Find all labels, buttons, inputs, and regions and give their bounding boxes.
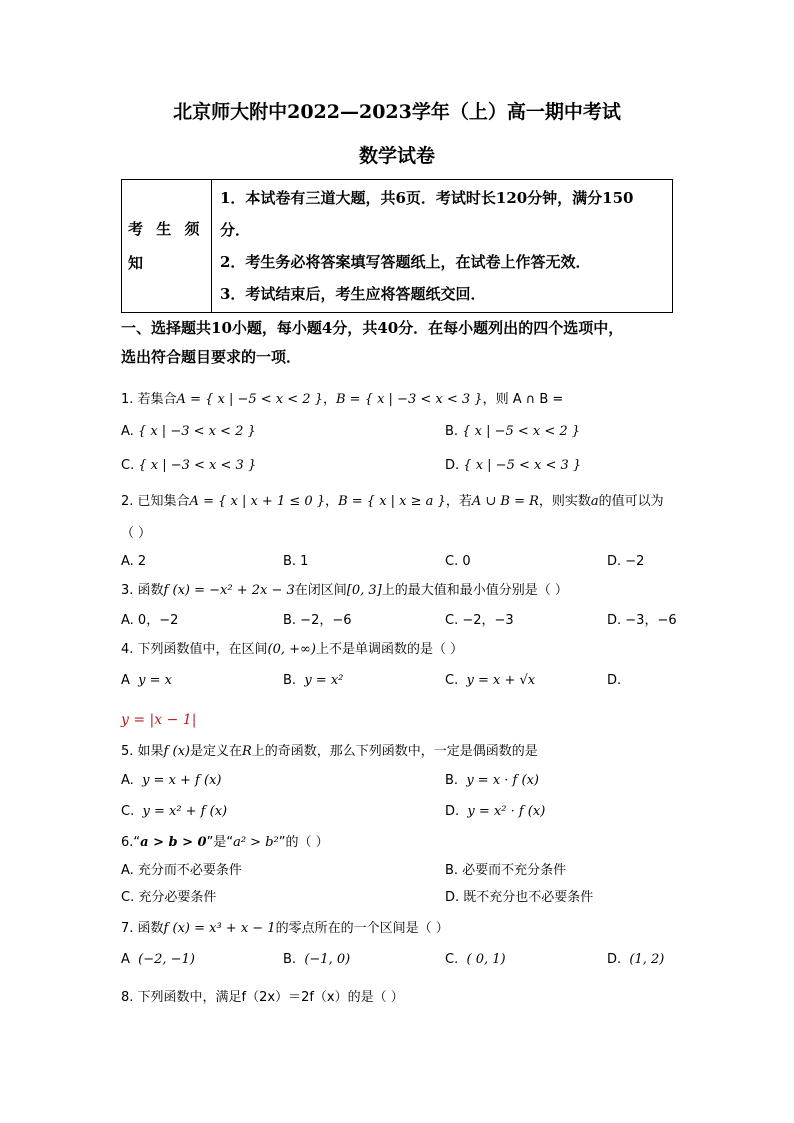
question-1-option-b: B. { x | −5 < x < 2 } (445, 424, 581, 439)
question-5-option-a: A. y = x + f (x) (121, 773, 222, 788)
question-3-option-c: C. −2，−3 (445, 613, 514, 628)
notice-body (212, 180, 673, 313)
question-2-option-a: A. 2 (121, 554, 147, 569)
question-1-option-d: D. { x | −5 < x < 3 } (445, 458, 582, 473)
question-7-option-d: D. (1, 2) (607, 952, 665, 967)
section-heading-line: 选出符合题目要求的一项． (121, 348, 302, 366)
question-4-option-d: D. (607, 673, 622, 688)
question-4-option-a: A y = x (121, 673, 173, 688)
question-6-option-a: A. 充分而不必要条件 (121, 863, 242, 878)
question-4-option-c: C. y = x + √x (445, 673, 536, 688)
question-5-option-d: D. y = x² · f (x) (445, 804, 546, 819)
notice-item: 3．考试结束后，考生应将答题纸交回． (220, 285, 486, 303)
question-7-option-a: A (−2, −1) (121, 952, 195, 967)
question-4-option-d-formula: y = |x − 1| (121, 712, 197, 728)
question-3-stem: 3. 函数f (x) = −x² + 2x − 3在闭区间[0, 3]上的最大值和最小值分别是（ ） (121, 583, 568, 598)
notice-heading: 考 生 须 知 (122, 180, 212, 313)
question-3-option-b: B. −2，−6 (283, 613, 352, 628)
section-heading-line: 一、选择题共10小题，每小题4分，共40分．在每小题列出的四个选项中， (121, 319, 624, 337)
question-2-option-b: B. 1 (283, 554, 309, 569)
exam-subtitle: 数学试卷 (358, 145, 435, 167)
question-2-option-c: C. 0 (445, 554, 471, 569)
notice-table (121, 179, 673, 313)
question-3-option-a: A. 0，−2 (121, 613, 179, 628)
question-8-stem: 8. 下列函数中，满足f（2x）＝2f（x）的是（ ） (121, 990, 404, 1005)
question-1-stem: 1. 若集合A = { x | −5 < x < 2 }，B = { x | −3 < x < 3 }，则 A ∩ B = (121, 392, 564, 407)
question-6-option-d: D. 既不充分也不必要条件 (445, 890, 594, 905)
question-2-option-d: D. −2 (607, 554, 645, 569)
question-3-option-d: D. −3，−6 (607, 613, 677, 628)
section-heading (121, 314, 681, 372)
question-5-option-b: B. y = x · f (x) (445, 773, 539, 788)
question-7-option-c: C. ( 0, 1) (445, 952, 506, 967)
question-6-stem: 6.“a > b > 0”是“a² > b²”的（ ） (121, 835, 329, 850)
question-4-stem: 4. 下列函数值中，在区间(0, +∞)上不是单调函数的是（ ） (121, 642, 464, 657)
question-1-option-a: A. { x | −3 < x < 2 } (121, 424, 256, 439)
question-7-option-b: B. (−1, 0) (283, 952, 351, 967)
notice-item: 1．本试卷有三道大题，共6页．考试时长120分钟，满分150 (220, 189, 634, 207)
question-1-option-c: C. { x | −3 < x < 3 } (121, 458, 257, 473)
question-2-stem-line2: （ ） (121, 526, 152, 541)
exam-title: 北京师大附中2022—2023学年（上）高一期中考试 (173, 101, 621, 123)
question-5-stem: 5. 如果f (x)是定义在R上的奇函数，那么下列函数中，一定是偶函数的是 (121, 744, 538, 759)
question-7-stem: 7. 函数f (x) = x³ + x − 1的零点所在的一个区间是（ ） (121, 921, 449, 936)
notice-item: 2．考生务必将答案填写答题纸上，在试卷上作答无效． (220, 253, 591, 271)
question-5-option-c: C. y = x² + f (x) (121, 804, 228, 819)
question-4-option-b: B. y = x² (283, 673, 344, 688)
question-6-option-b: B. 必要而不充分条件 (445, 863, 567, 878)
question-2-stem: 2. 已知集合A = { x | x + 1 ≤ 0 }，B = { x | x ≥ a }，若A ∪ B = R，则实数a的值可以为 (121, 494, 664, 509)
notice-item: 分． (220, 221, 251, 239)
question-6-option-c: C. 充分必要条件 (121, 890, 217, 905)
